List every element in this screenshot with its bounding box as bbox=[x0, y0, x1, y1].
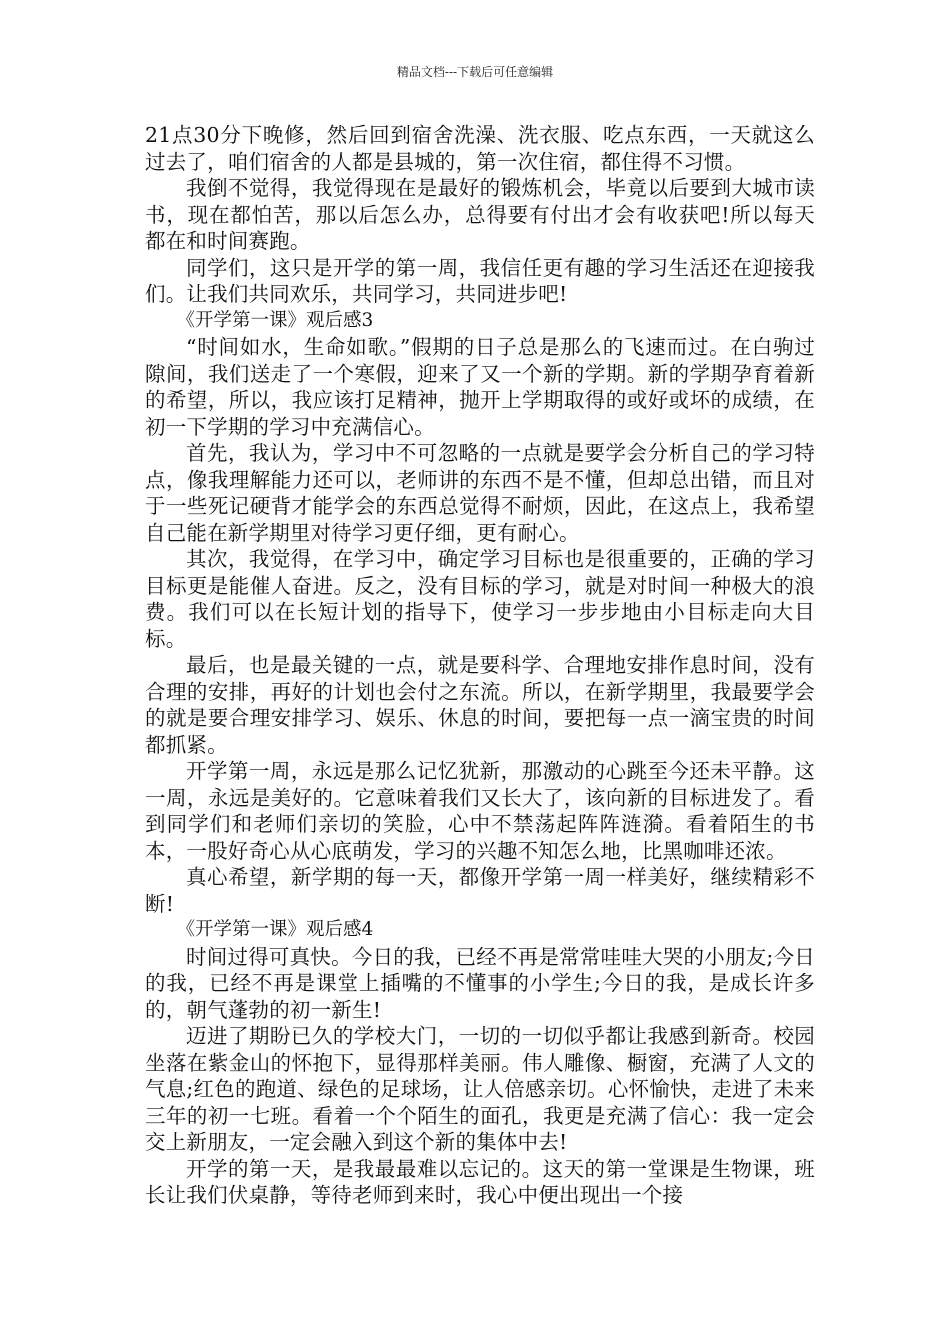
paragraph: 时间过得可真快。今日的我，已经不再是常常哇哇大哭的小朋友;今日的我，已经不再是课堂上插嘴的不懂事的小学生;今日的我，是成长许多的，朝气蓬勃的初一新生! bbox=[145, 944, 815, 1022]
paragraph: 我倒不觉得，我觉得现在是最好的锻炼机会，毕竟以后要到大城市读书，现在都怕苦，那以后怎么办，总得要有付出才会有收获吧!所以每天都在和时间赛跑。 bbox=[145, 176, 815, 253]
paragraph: 最后，也是最关键的一点，就是要科学、合理地安排作息时间，没有合理的安排，再好的计划也会付之东流。所以，在新学期里，我最要学会的就是要合理安排学习、娱乐、休息的时间，要把每一点一滴宝贵的时间都抓紧。 bbox=[145, 653, 815, 757]
paragraph: 迈进了期盼已久的学校大门，一切的一切似乎都让我感到新奇。校园坐落在紫金山的怀抱下，显得那样美丽。伟人雕像、橱窗，充满了人文的气息;红色的跑道、绿色的足球场，让人倍感亲切。心怀愉快，走进了未来三年的初一七班。看着一个个陌生的面孔，我更是充满了信心：我一定会交上新朋友，一定会融入到这个新的集体中去! bbox=[145, 1024, 815, 1154]
paragraph: 21点30分下晚修，然后回到宿舍洗澡、洗衣服、吃点东西，一天就这么过去了，咱们宿舍的人都是县城的，第一次住宿，都住得不习惯。 bbox=[145, 123, 815, 174]
paragraph: 其次，我觉得，在学习中，确定学习目标也是很重要的，正确的学习目标更是能催人奋进。反之，没有目标的学习，就是对时间一种极大的浪费。我们可以在长短计划的指导下，使学习一步步地由小目标走向大目标。 bbox=[145, 547, 815, 651]
section-heading: 《开学第一课》观后感4 bbox=[176, 919, 374, 940]
paragraph: 开学第一周，永远是那么记忆犹新，那激动的心跳至今还未平静。这一周，永远是美好的。它意味着我们又长大了，该向新的目标进发了。看到同学们和老师们亲切的笑脸，心中不禁荡起阵阵涟漪。看着陌生的书本，一股好奇心从心底萌发，学习的兴趣不知怎么地，比黑咖啡还浓。 bbox=[145, 759, 815, 863]
paragraph: 首先，我认为，学习中不可忽略的一点就是要学会分析自己的学习特点，像我理解能力还可以，老师讲的东西不是不懂，但却总出错，而且对于一些死记硬背才能学会的东西总觉得不耐烦，因此，在这点上，我希望自己能在新学期里对待学习更仔细，更有耐心。 bbox=[145, 441, 815, 545]
page-header: 精品文档---下载后可任意编辑 bbox=[396, 65, 554, 79]
paragraph: “时间如水，生命如歌。”假期的日子总是那么的飞速而过。在白驹过隙间，我们送走了一个寒假，迎来了又一个新的学期。新的学期孕育着新的希望，所以，我应该打足精神，抛开上学期取得的或好或坏的成绩，在初一下学期的学习中充满信心。 bbox=[145, 335, 815, 439]
paragraph: 开学的第一天，是我最最难以忘记的。这天的第一堂课是生物课，班长让我们伏桌静，等待老师到来时，我心中便出现出一个接 bbox=[145, 1156, 815, 1207]
document-body bbox=[145, 122, 815, 1209]
paragraph: 同学们，这只是开学的第一周，我信任更有趣的学习生活还在迎接我们。让我们共同欢乐，共同学习，共同进步吧! bbox=[145, 255, 815, 306]
section-heading: 《开学第一课》观后感3 bbox=[176, 309, 374, 331]
paragraph: 真心希望，新学期的每一天，都像开学第一周一样美好，继续精彩不断! bbox=[145, 865, 815, 916]
